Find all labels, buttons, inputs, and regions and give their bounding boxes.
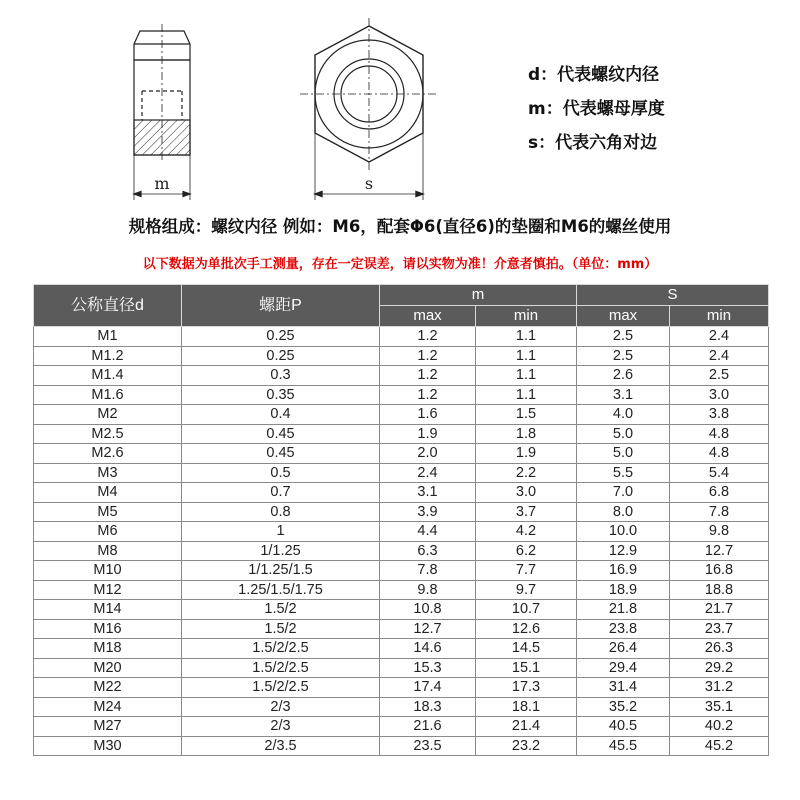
s-dimension-label: s — [364, 174, 374, 193]
cell-m-max: 1.2 — [380, 385, 476, 405]
cell-s-max: 23.8 — [577, 619, 670, 639]
cell-m-max: 10.8 — [380, 600, 476, 620]
nut-dimension-table — [33, 284, 769, 756]
table-row — [34, 483, 769, 503]
table-row — [34, 717, 769, 737]
cell-pitch: 0.4 — [182, 405, 380, 425]
table-row — [34, 405, 769, 425]
cell-s-min: 6.8 — [670, 483, 769, 503]
cell-m-min: 12.6 — [476, 619, 577, 639]
cell-m-max: 21.6 — [380, 717, 476, 737]
cell-m-max: 3.9 — [380, 502, 476, 522]
legend-s: s：代表六角对边 — [528, 133, 658, 153]
cell-m-min: 21.4 — [476, 717, 577, 737]
cell-m-max: 18.3 — [380, 697, 476, 717]
cell-pitch: 0.45 — [182, 424, 380, 444]
cell-nominal: M12 — [34, 580, 182, 600]
cell-s-max: 2.5 — [577, 346, 670, 366]
cell-m-max: 15.3 — [380, 658, 476, 678]
cell-m-min: 10.7 — [476, 600, 577, 620]
cell-m-min: 1.8 — [476, 424, 577, 444]
cell-m-max: 23.5 — [380, 736, 476, 756]
m-dimension-label: m — [154, 174, 170, 193]
cell-pitch: 2/3.5 — [182, 736, 380, 756]
cell-pitch: 0.25 — [182, 346, 380, 366]
legend-m: m：代表螺母厚度 — [528, 99, 665, 119]
cell-m-min: 3.7 — [476, 502, 577, 522]
cell-s-min: 45.2 — [670, 736, 769, 756]
cell-m-max: 14.6 — [380, 639, 476, 659]
cell-m-min: 6.2 — [476, 541, 577, 561]
cell-s-min: 16.8 — [670, 561, 769, 581]
cell-pitch: 0.45 — [182, 444, 380, 464]
cell-s-max: 26.4 — [577, 639, 670, 659]
cell-m-max: 1.6 — [380, 405, 476, 425]
table-row — [34, 600, 769, 620]
header-s-max: max — [577, 306, 670, 327]
cell-m-min: 23.2 — [476, 736, 577, 756]
cell-s-max: 16.9 — [577, 561, 670, 581]
cell-nominal: M18 — [34, 639, 182, 659]
cell-nominal: M30 — [34, 736, 182, 756]
cell-m-max: 12.7 — [380, 619, 476, 639]
cell-m-min: 1.5 — [476, 405, 577, 425]
cell-nominal: M5 — [34, 502, 182, 522]
cell-s-min: 7.8 — [670, 502, 769, 522]
measurement-notice: 以下数据为单批次手工测量，存在一定误差，请以实物为准！介意者慎拍。（单位：mm） — [142, 257, 658, 272]
cell-s-max: 10.0 — [577, 522, 670, 542]
cell-pitch: 1.5/2/2.5 — [182, 658, 380, 678]
cell-pitch: 0.25 — [182, 327, 380, 347]
header-m-max: max — [380, 306, 476, 327]
cell-pitch: 0.7 — [182, 483, 380, 503]
cell-pitch: 2/3 — [182, 717, 380, 737]
cell-s-max: 31.4 — [577, 678, 670, 698]
cell-m-min: 14.5 — [476, 639, 577, 659]
cell-pitch: 1.25/1.5/1.75 — [182, 580, 380, 600]
cell-s-min: 21.7 — [670, 600, 769, 620]
cell-s-min: 12.7 — [670, 541, 769, 561]
cell-s-max: 29.4 — [577, 658, 670, 678]
cell-s-min: 5.4 — [670, 463, 769, 483]
cell-m-max: 1.2 — [380, 366, 476, 386]
cell-m-min: 3.0 — [476, 483, 577, 503]
table-row — [34, 678, 769, 698]
cell-m-max: 7.8 — [380, 561, 476, 581]
cell-m-max: 9.8 — [380, 580, 476, 600]
cell-s-min: 26.3 — [670, 639, 769, 659]
cell-nominal: M3 — [34, 463, 182, 483]
cell-nominal: M1 — [34, 327, 182, 347]
cell-m-max: 4.4 — [380, 522, 476, 542]
cell-nominal: M24 — [34, 697, 182, 717]
header-s: S — [577, 285, 769, 306]
cell-m-min: 4.2 — [476, 522, 577, 542]
cell-m-max: 3.1 — [380, 483, 476, 503]
cell-nominal: M20 — [34, 658, 182, 678]
cell-pitch: 1/1.25/1.5 — [182, 561, 380, 581]
cell-pitch: 0.8 — [182, 502, 380, 522]
cell-m-min: 1.1 — [476, 366, 577, 386]
cell-s-max: 35.2 — [577, 697, 670, 717]
cell-s-min: 3.0 — [670, 385, 769, 405]
cell-s-max: 18.9 — [577, 580, 670, 600]
cell-m-max: 1.2 — [380, 346, 476, 366]
cell-m-max: 2.0 — [380, 444, 476, 464]
table-row — [34, 444, 769, 464]
cell-pitch: 1/1.25 — [182, 541, 380, 561]
symbol-legend — [528, 58, 665, 160]
table-body — [34, 327, 769, 756]
cell-s-max: 4.0 — [577, 405, 670, 425]
cell-m-max: 2.4 — [380, 463, 476, 483]
cell-nominal: M22 — [34, 678, 182, 698]
cell-m-min: 9.7 — [476, 580, 577, 600]
cell-nominal: M2.5 — [34, 424, 182, 444]
table-row — [34, 463, 769, 483]
cell-m-max: 6.3 — [380, 541, 476, 561]
cell-nominal: M10 — [34, 561, 182, 581]
table-row — [34, 736, 769, 756]
table-row — [34, 502, 769, 522]
cell-nominal: M1.2 — [34, 346, 182, 366]
legend-d: d：代表螺纹内径 — [528, 65, 660, 85]
header-m: m — [380, 285, 577, 306]
cell-pitch: 0.5 — [182, 463, 380, 483]
cell-nominal: M27 — [34, 717, 182, 737]
table-row — [34, 522, 769, 542]
cell-s-min: 3.8 — [670, 405, 769, 425]
cell-s-min: 2.4 — [670, 346, 769, 366]
cell-pitch: 1.5/2 — [182, 600, 380, 620]
cell-s-max: 21.8 — [577, 600, 670, 620]
cell-s-min: 9.8 — [670, 522, 769, 542]
cell-pitch: 2/3 — [182, 697, 380, 717]
cell-s-max: 40.5 — [577, 717, 670, 737]
header-nominal-diameter: 公称直径d — [34, 285, 182, 327]
cell-s-min: 2.4 — [670, 327, 769, 347]
cell-pitch: 0.35 — [182, 385, 380, 405]
cell-nominal: M16 — [34, 619, 182, 639]
cell-s-max: 5.0 — [577, 424, 670, 444]
cell-m-min: 15.1 — [476, 658, 577, 678]
cell-s-max: 7.0 — [577, 483, 670, 503]
table-row — [34, 366, 769, 386]
cell-nominal: M1.4 — [34, 366, 182, 386]
table-row — [34, 424, 769, 444]
cell-s-min: 4.8 — [670, 444, 769, 464]
cell-m-max: 17.4 — [380, 678, 476, 698]
cell-s-min: 4.8 — [670, 424, 769, 444]
table-row — [34, 346, 769, 366]
cell-m-min: 7.7 — [476, 561, 577, 581]
header-pitch: 螺距P — [182, 285, 380, 327]
cell-m-min: 1.9 — [476, 444, 577, 464]
cell-s-min: 2.5 — [670, 366, 769, 386]
header-m-min: min — [476, 306, 577, 327]
cell-pitch: 1.5/2/2.5 — [182, 678, 380, 698]
cell-s-min: 29.2 — [670, 658, 769, 678]
spec-title: 规格组成：螺纹内径 例如：M6，配套Φ6(直径6)的垫圈和M6的螺丝使用 — [128, 217, 672, 236]
hex-nut-drawings — [0, 0, 800, 205]
cell-pitch: 1.5/2 — [182, 619, 380, 639]
cell-s-min: 18.8 — [670, 580, 769, 600]
cell-nominal: M2.6 — [34, 444, 182, 464]
cell-s-max: 45.5 — [577, 736, 670, 756]
cell-s-max: 2.5 — [577, 327, 670, 347]
cell-nominal: M14 — [34, 600, 182, 620]
table-row — [34, 580, 769, 600]
table-row — [34, 658, 769, 678]
cell-m-min: 1.1 — [476, 327, 577, 347]
cell-s-min: 40.2 — [670, 717, 769, 737]
cell-s-max: 2.6 — [577, 366, 670, 386]
cell-s-max: 3.1 — [577, 385, 670, 405]
cell-s-min: 23.7 — [670, 619, 769, 639]
table-row — [34, 619, 769, 639]
cell-m-min: 1.1 — [476, 385, 577, 405]
top-view-drawing — [300, 18, 438, 200]
cell-s-max: 5.0 — [577, 444, 670, 464]
cell-pitch: 0.3 — [182, 366, 380, 386]
cell-s-max: 12.9 — [577, 541, 670, 561]
cell-m-min: 17.3 — [476, 678, 577, 698]
cell-nominal: M8 — [34, 541, 182, 561]
cell-s-max: 8.0 — [577, 502, 670, 522]
cell-s-min: 35.1 — [670, 697, 769, 717]
table-row — [34, 385, 769, 405]
cell-m-max: 1.2 — [380, 327, 476, 347]
header-s-min: min — [670, 306, 769, 327]
table-row — [34, 639, 769, 659]
cell-nominal: M1.6 — [34, 385, 182, 405]
table-row — [34, 697, 769, 717]
cell-m-min: 1.1 — [476, 346, 577, 366]
cell-m-min: 18.1 — [476, 697, 577, 717]
table-row — [34, 327, 769, 347]
cell-s-min: 31.2 — [670, 678, 769, 698]
cell-s-max: 5.5 — [577, 463, 670, 483]
cell-nominal: M4 — [34, 483, 182, 503]
cell-nominal: M2 — [34, 405, 182, 425]
table-row — [34, 561, 769, 581]
cell-pitch: 1.5/2/2.5 — [182, 639, 380, 659]
table-row — [34, 541, 769, 561]
cell-nominal: M6 — [34, 522, 182, 542]
cell-pitch: 1 — [182, 522, 380, 542]
cell-m-min: 2.2 — [476, 463, 577, 483]
cell-m-max: 1.9 — [380, 424, 476, 444]
